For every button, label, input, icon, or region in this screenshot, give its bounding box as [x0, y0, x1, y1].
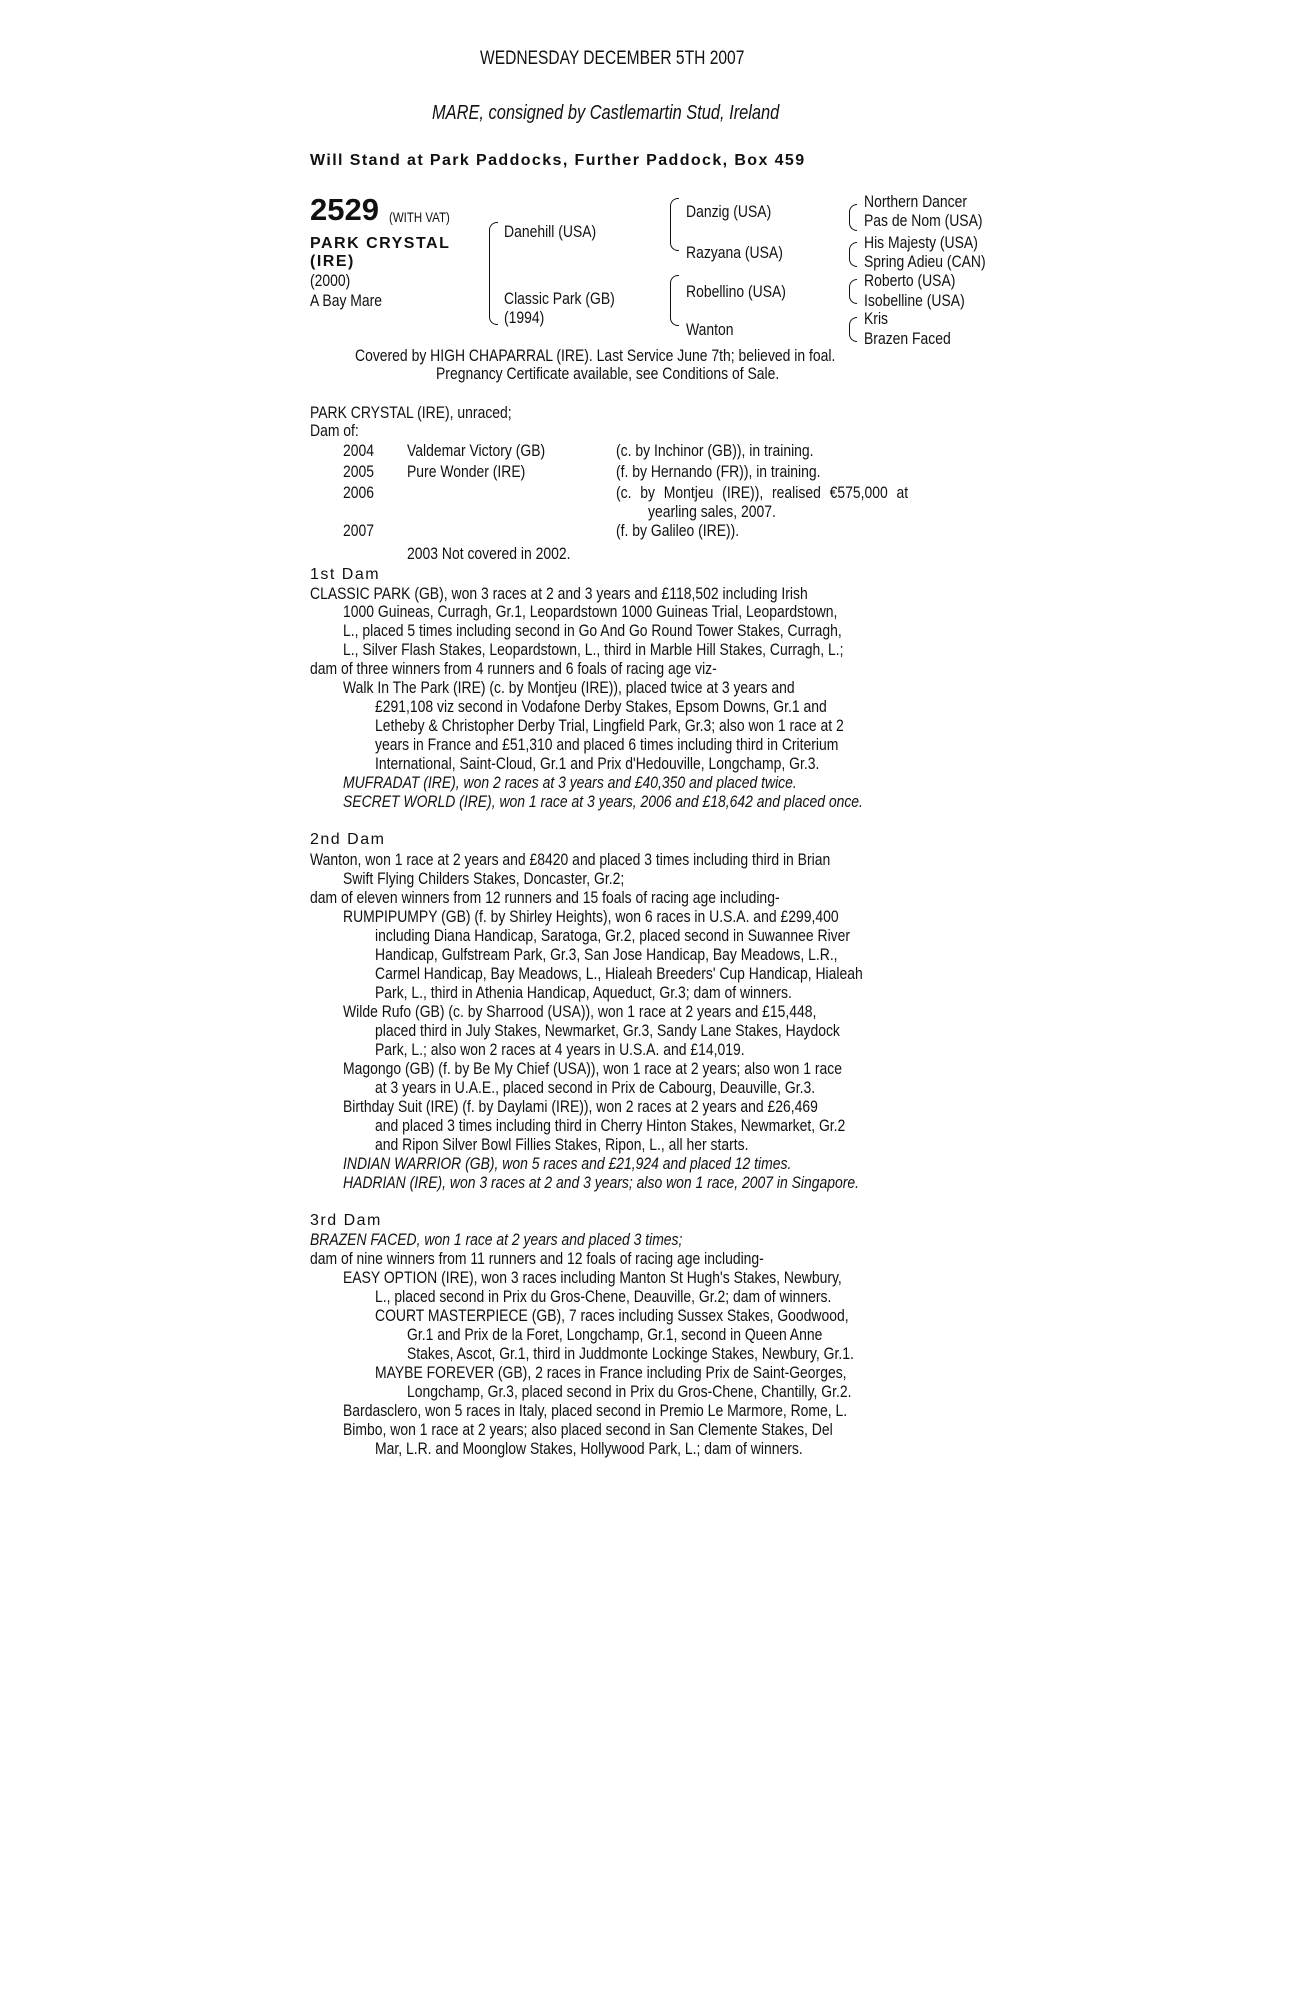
pedigree-ss-dam: Pas de Nom (USA)	[864, 211, 983, 230]
second-dam-line: and placed 3 times including third in Cherry Hinton Stakes, Newmarket, Gr.2	[375, 1116, 846, 1135]
first-dam-line: £291,108 viz second in Vodafone Derby Stakes, Epsom Downs, Gr.1 and	[375, 697, 827, 716]
pedigree-brace-sire-lower	[670, 228, 679, 251]
pedigree-dam-year: (1994)	[504, 308, 545, 327]
produce-year: 2006	[343, 483, 375, 502]
produce-detail-continued: yearling sales, 2007.	[648, 502, 776, 521]
produce-note: 2003 Not covered in 2002.	[407, 544, 571, 563]
third-dam-line: BRAZEN FACED, won 1 race at 2 years and placed 3 times;	[310, 1230, 683, 1249]
vat-note: (WITH VAT)	[389, 209, 450, 225]
second-dam-line: RUMPIPUMPY (GB) (f. by Shirley Heights), won 6 races in U.S.A. and £299,400	[343, 907, 839, 926]
pedigree-dam-sire: Robellino (USA)	[686, 282, 786, 301]
pedigree-brace-upper	[489, 222, 498, 267]
horse-description: A Bay Mare	[310, 291, 383, 310]
third-dam-line: Stakes, Ascot, Gr.1, third in Juddmonte Lockinge Stakes, Newbury, Gr.1.	[407, 1344, 854, 1363]
second-dam-line: HADRIAN (IRE), won 3 races at 2 and 3 years; also won 1 race, 2007 in Singapore.	[343, 1173, 860, 1192]
third-dam-line: COURT MASTERPIECE (GB), 7 races including Sussex Stakes, Goodwood,	[375, 1306, 849, 1325]
pedigree-sd-dam: Spring Adieu (CAN)	[864, 252, 986, 271]
pedigree-dam-dam: Wanton	[686, 320, 734, 339]
pedigree-brace-ds-lower	[849, 291, 857, 304]
third-dam-line: Mar, L.R. and Moonglow Stakes, Hollywood Park, L.; dam of winners.	[375, 1439, 803, 1458]
pedigree-brace-sd-lower	[849, 254, 857, 267]
produce-dam-of: Dam of:	[310, 421, 359, 440]
second-dam-line: dam of eleven winners from 12 runners and 15 foals of racing age including-	[310, 888, 780, 907]
first-dam-line: Letheby & Christopher Derby Trial, Lingfield Park, Gr.3; also won 1 race at 2	[375, 716, 844, 735]
first-dam-line: 1000 Guineas, Curragh, Gr.1, Leopardstown 1000 Guineas Trial, Leopardstown,	[343, 602, 838, 621]
produce-year: 2007	[343, 521, 375, 540]
pedigree-brace-dd-lower	[849, 329, 857, 342]
pregnancy-note: Pregnancy Certificate available, see Conditions of Sale.	[436, 364, 780, 383]
third-dam-heading: 3rd Dam	[310, 1212, 382, 1229]
second-dam-line: at 3 years in U.A.E., placed second in Prix de Cabourg, Deauville, Gr.3.	[375, 1078, 816, 1097]
produce-detail: (f. by Galileo (IRE)).	[616, 521, 740, 540]
pedigree-brace-ss	[849, 204, 857, 218]
produce-name: Valdemar Victory (GB)	[407, 441, 546, 460]
stabling-location: Will Stand at Park Paddocks, Further Paddock, Box 459	[310, 152, 806, 169]
pedigree-sd-sire: His Majesty (USA)	[864, 233, 978, 252]
second-dam-line: Wilde Rufo (GB) (c. by Sharrood (USA)), won 1 race at 2 years and £15,448,	[343, 1002, 817, 1021]
second-dam-line: Park, L.; also won 2 races at 4 years in U.S.A. and £14,019.	[375, 1040, 745, 1059]
produce-detail: (c. by Montjeu (IRE)), realised €575,000 at	[616, 483, 909, 502]
pedigree-brace-dam-lower	[670, 303, 679, 326]
second-dam-line: and Ripon Silver Bowl Fillies Stakes, Ripon, L., all her starts.	[375, 1135, 749, 1154]
second-dam-line: INDIAN WARRIOR (GB), won 5 races and £21,924 and placed 12 times.	[343, 1154, 792, 1173]
third-dam-line: Gr.1 and Prix de la Foret, Longchamp, Gr.1, second in Queen Anne	[407, 1325, 823, 1344]
pedigree-brace-lower	[489, 266, 498, 325]
second-dam-heading: 2nd Dam	[310, 831, 386, 848]
sale-date: WEDNESDAY DECEMBER 5TH 2007	[480, 48, 745, 69]
third-dam-line: dam of nine winners from 11 runners and 12 foals of racing age including-	[310, 1249, 764, 1268]
consignor-line: MARE, consigned by Castlemartin Stud, Ireland	[432, 102, 780, 124]
second-dam-line: Handicap, Gulfstream Park, Gr.3, San Jose Handicap, Bay Meadows, L.R.,	[375, 945, 838, 964]
third-dam-line: Longchamp, Gr.3, placed second in Prix du Gros-Chene, Chantilly, Gr.2.	[407, 1382, 852, 1401]
first-dam-line: MUFRADAT (IRE), won 2 races at 3 years and £40,350 and placed twice.	[343, 773, 797, 792]
third-dam-line: L., placed second in Prix du Gros-Chene, Deauville, Gr.2; dam of winners.	[375, 1287, 832, 1306]
covering-note: Covered by HIGH CHAPARRAL (IRE). Last Service June 7th; believed in foal.	[355, 346, 836, 365]
lot-number: 2529	[310, 192, 379, 227]
second-dam-line: Park, L., third in Athenia Handicap, Aqueduct, Gr.3; dam of winners.	[375, 983, 792, 1002]
produce-year: 2004	[343, 441, 375, 460]
second-dam-line: placed third in July Stakes, Newmarket, Gr.3, Sandy Lane Stakes, Haydock	[375, 1021, 840, 1040]
second-dam-line: Birthday Suit (IRE) (f. by Daylami (IRE)), won 2 races at 2 years and £26,469	[343, 1097, 818, 1116]
first-dam-line: years in France and £51,310 and placed 6 times including third in Criterium	[375, 735, 839, 754]
pedigree-brace-ss-lower	[849, 217, 857, 231]
pedigree-ss-sire: Northern Dancer	[864, 192, 968, 211]
produce-detail: (f. by Hernando (FR)), in training.	[616, 462, 821, 481]
first-dam-line: L., Silver Flash Stakes, Leopardstown, L., third in Marble Hill Stakes, Curragh, L.;	[343, 640, 844, 659]
pedigree-dd-sire: Kris	[864, 309, 889, 328]
first-dam-line: L., placed 5 times including second in Go And Go Round Tower Stakes, Curragh,	[343, 621, 842, 640]
third-dam-line: Bimbo, won 1 race at 2 years; also placed second in San Clemente Stakes, Del	[343, 1420, 833, 1439]
produce-year: 2005	[343, 462, 375, 481]
produce-name: Pure Wonder (IRE)	[407, 462, 526, 481]
pedigree-ds-sire: Roberto (USA)	[864, 271, 956, 290]
first-dam-line: International, Saint-Cloud, Gr.1 and Prix d'Hedouville, Longchamp, Gr.3.	[375, 754, 820, 773]
horse-country: (IRE)	[310, 253, 355, 270]
second-dam-line: Swift Flying Childers Stakes, Doncaster, Gr.2;	[343, 869, 625, 888]
second-dam-line: including Diana Handicap, Saratoga, Gr.2, placed second in Suwannee River	[375, 926, 851, 945]
third-dam-line: EASY OPTION (IRE), won 3 races including Manton St Hugh's Stakes, Newbury,	[343, 1268, 842, 1287]
second-dam-line: Magongo (GB) (f. by Be My Chief (USA)), won 1 race at 2 years; also won 1 race	[343, 1059, 842, 1078]
pedigree-brace-sire	[670, 198, 679, 229]
first-dam-line: dam of three winners from 4 runners and 6 foals of racing age viz-	[310, 659, 717, 678]
foaling-year: (2000)	[310, 271, 351, 290]
pedigree-sire: Danehill (USA)	[504, 222, 597, 241]
pedigree-sire-dam: Razyana (USA)	[686, 243, 783, 262]
second-dam-line: Wanton, won 1 race at 2 years and £8420 and placed 3 times including third in Brian	[310, 850, 831, 869]
produce-intro: PARK CRYSTAL (IRE), unraced;	[310, 403, 512, 422]
pedigree-brace-dam	[670, 275, 679, 304]
second-dam-line: Carmel Handicap, Bay Meadows, L., Hialeah Breeders' Cup Handicap, Hialeah	[375, 964, 863, 983]
first-dam-heading: 1st Dam	[310, 566, 381, 583]
first-dam-line: CLASSIC PARK (GB), won 3 races at 2 and 3 years and £118,502 including Irish	[310, 584, 808, 603]
pedigree-ds-dam: Isobelline (USA)	[864, 291, 965, 310]
pedigree-sire-sire: Danzig (USA)	[686, 202, 772, 221]
first-dam-line: SECRET WORLD (IRE), won 1 race at 3 years, 2006 and £18,642 and placed once.	[343, 792, 863, 811]
horse-name: PARK CRYSTAL	[310, 235, 451, 252]
produce-detail: (c. by Inchinor (GB)), in training.	[616, 441, 814, 460]
third-dam-line: MAYBE FOREVER (GB), 2 races in France including Prix de Saint-Georges,	[375, 1363, 847, 1382]
pedigree-dam: Classic Park (GB)	[504, 289, 615, 308]
pedigree-dd-dam: Brazen Faced	[864, 329, 951, 348]
first-dam-line: Walk In The Park (IRE) (c. by Montjeu (IRE)), placed twice at 3 years and	[343, 678, 795, 697]
third-dam-line: Bardasclero, won 5 races in Italy, placed second in Premio Le Marmore, Rome, L.	[343, 1401, 848, 1420]
